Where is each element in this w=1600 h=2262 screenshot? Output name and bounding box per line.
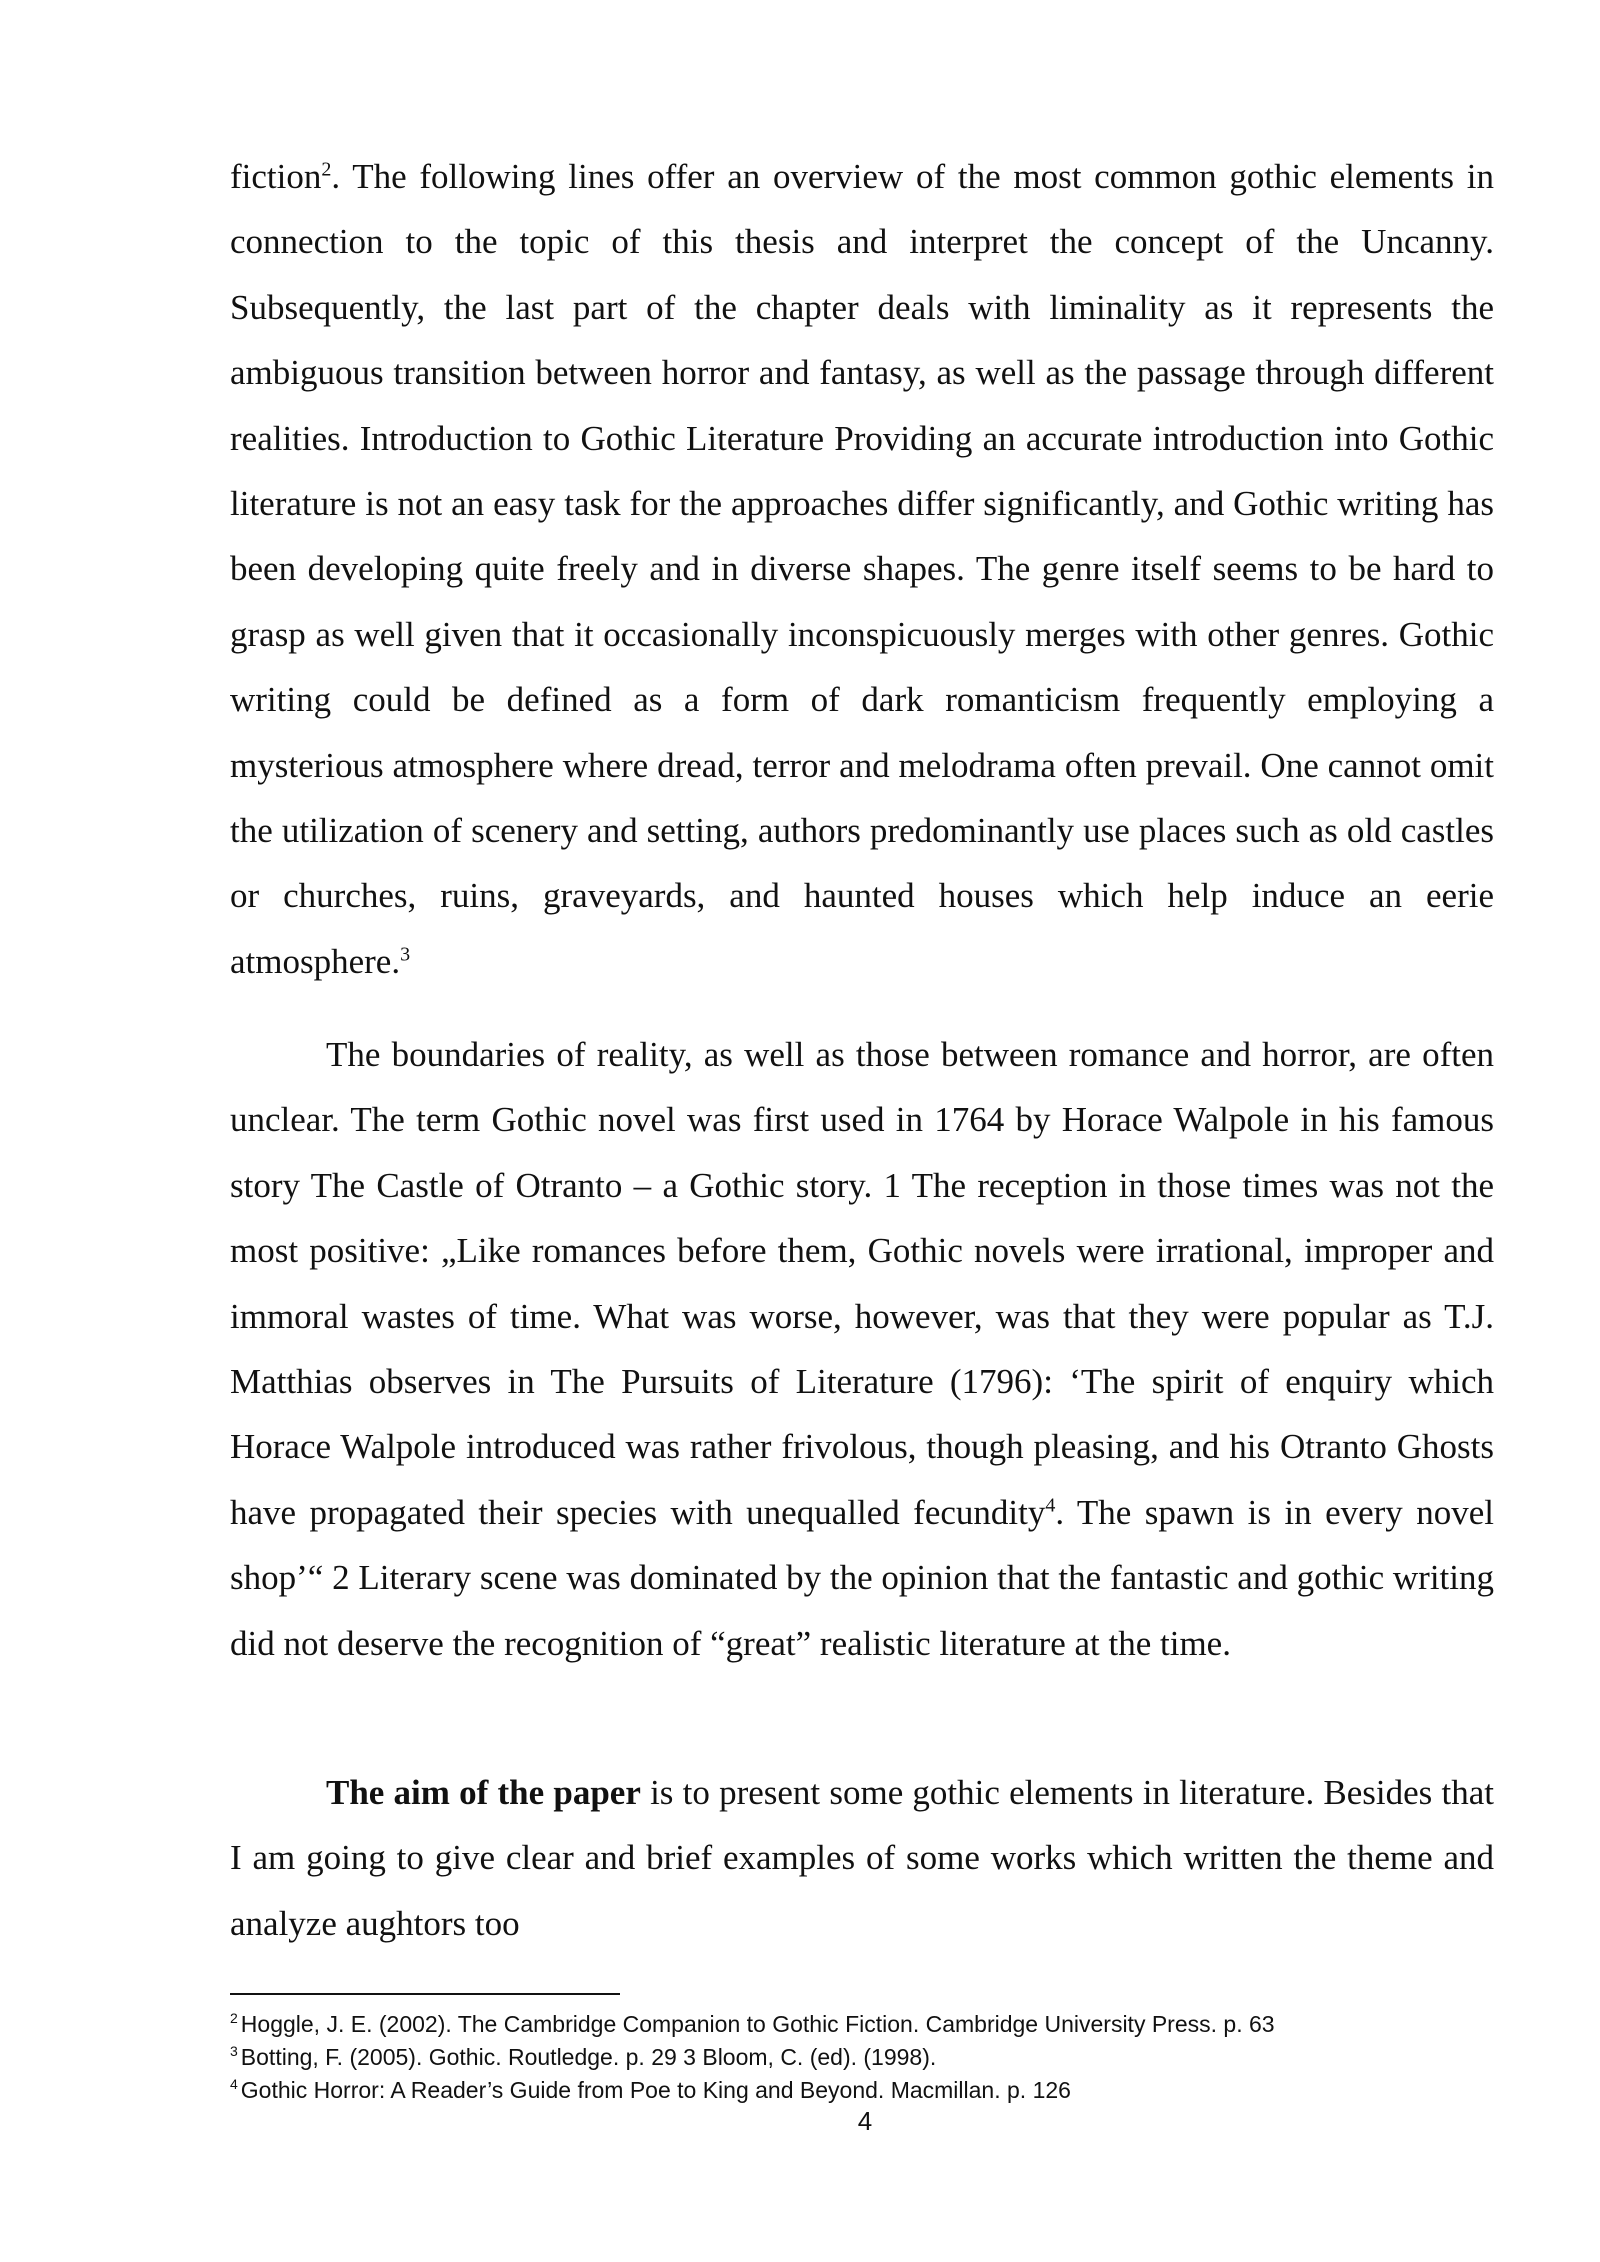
footnote-text: Hoggle, J. E. (2002). The Cambridge Companion to Gothic Fiction. Cambridge University Press. p. 63 xyxy=(240,2011,1275,2037)
paragraph-3-body: is to present some gothic elements in literature. Besides that I am going to give clear and brief examples of some works which written the theme and analyze aughtors too xyxy=(230,1773,1494,1943)
paragraph-1-start: fiction xyxy=(230,157,322,196)
footnote-ref-2[interactable]: 2 xyxy=(321,158,332,181)
footnotes xyxy=(230,2008,1500,2107)
paragraph-2 xyxy=(230,1022,1494,1676)
footnote-text: Botting, F. (2005). Gothic. Routledge. p. 29 3 Bloom, C. (ed). (1998). xyxy=(240,2044,937,2070)
paragraph-2-end: . The spawn is in every novel shop’“ 2 Literary scene was dominated by the opinion that the fantastic and gothic writing did not deserve the recognition of “great” realistic literature at the time. xyxy=(230,1492,1494,1663)
paragraph-1-body: . The following lines offer an overview of the most common gothic elements in connection to the topic of this thesis and interpret the concept of the Uncanny. Subsequently, the last part of the chapter deals with liminality as it represents the ambiguous transition between horror and fantasy, as well as the passage through different realities. Introduction to Gothic Literature Providing an accurate introduction into Gothic literature is not an easy task for the approaches differ significantly, and Gothic writing has been developing quite freely and in diverse shapes. The genre itself seems to be hard to grasp as well given that it occasionally inconspicuously merges with other genres. Gothic writing could be defined as a form of dark romanticism frequently employing a mysterious atmosphere where dread, terror and melodrama often prevail. One cannot omit the utilization of scenery and setting, authors predominantly use places such as old castles or churches, ruins, graveyards, and haunted houses which help induce an eerie atmosphere. xyxy=(230,157,1494,981)
paragraph-3 xyxy=(230,1760,1494,1956)
footnote-separator xyxy=(230,1993,620,1995)
paragraph-1 xyxy=(230,144,1494,994)
footnote-2 xyxy=(230,2008,1500,2041)
footnote-number: 2 xyxy=(230,2010,238,2027)
paragraph-2-body: The boundaries of reality, as well as those between romance and horror, are often unclear. The term Gothic novel was first used in 1764 by Horace Walpole in his famous story The Castle of Otranto – a Gothic story. 1 The reception in those times was not the most positive: „Like romances before them, Gothic novels were irrational, improper and immoral wastes of time. What was worse, however, was that they were popular as T.J. Matthias observes in The Pursuits of Literature (1796): ‘The spirit of enquiry which Horace Walpole introduced was rather frivolous, though pleasing, and his Otranto Ghosts have propagated their species with unequalled fecundity xyxy=(230,1035,1494,1532)
footnote-number: 4 xyxy=(230,2076,238,2093)
aim-heading-bold: The aim of the paper xyxy=(326,1773,641,1812)
page-number: 4 xyxy=(857,2106,873,2136)
footnote-ref-3[interactable]: 3 xyxy=(400,943,411,966)
footnote-ref-4[interactable]: 4 xyxy=(1045,1494,1056,1517)
footnote-3 xyxy=(230,2041,1500,2074)
footnote-4 xyxy=(230,2074,1500,2107)
footnote-number: 3 xyxy=(230,2043,238,2060)
footnote-text: Gothic Horror: A Reader’s Guide from Poe to King and Beyond. Macmillan. p. 126 xyxy=(240,2077,1071,2103)
